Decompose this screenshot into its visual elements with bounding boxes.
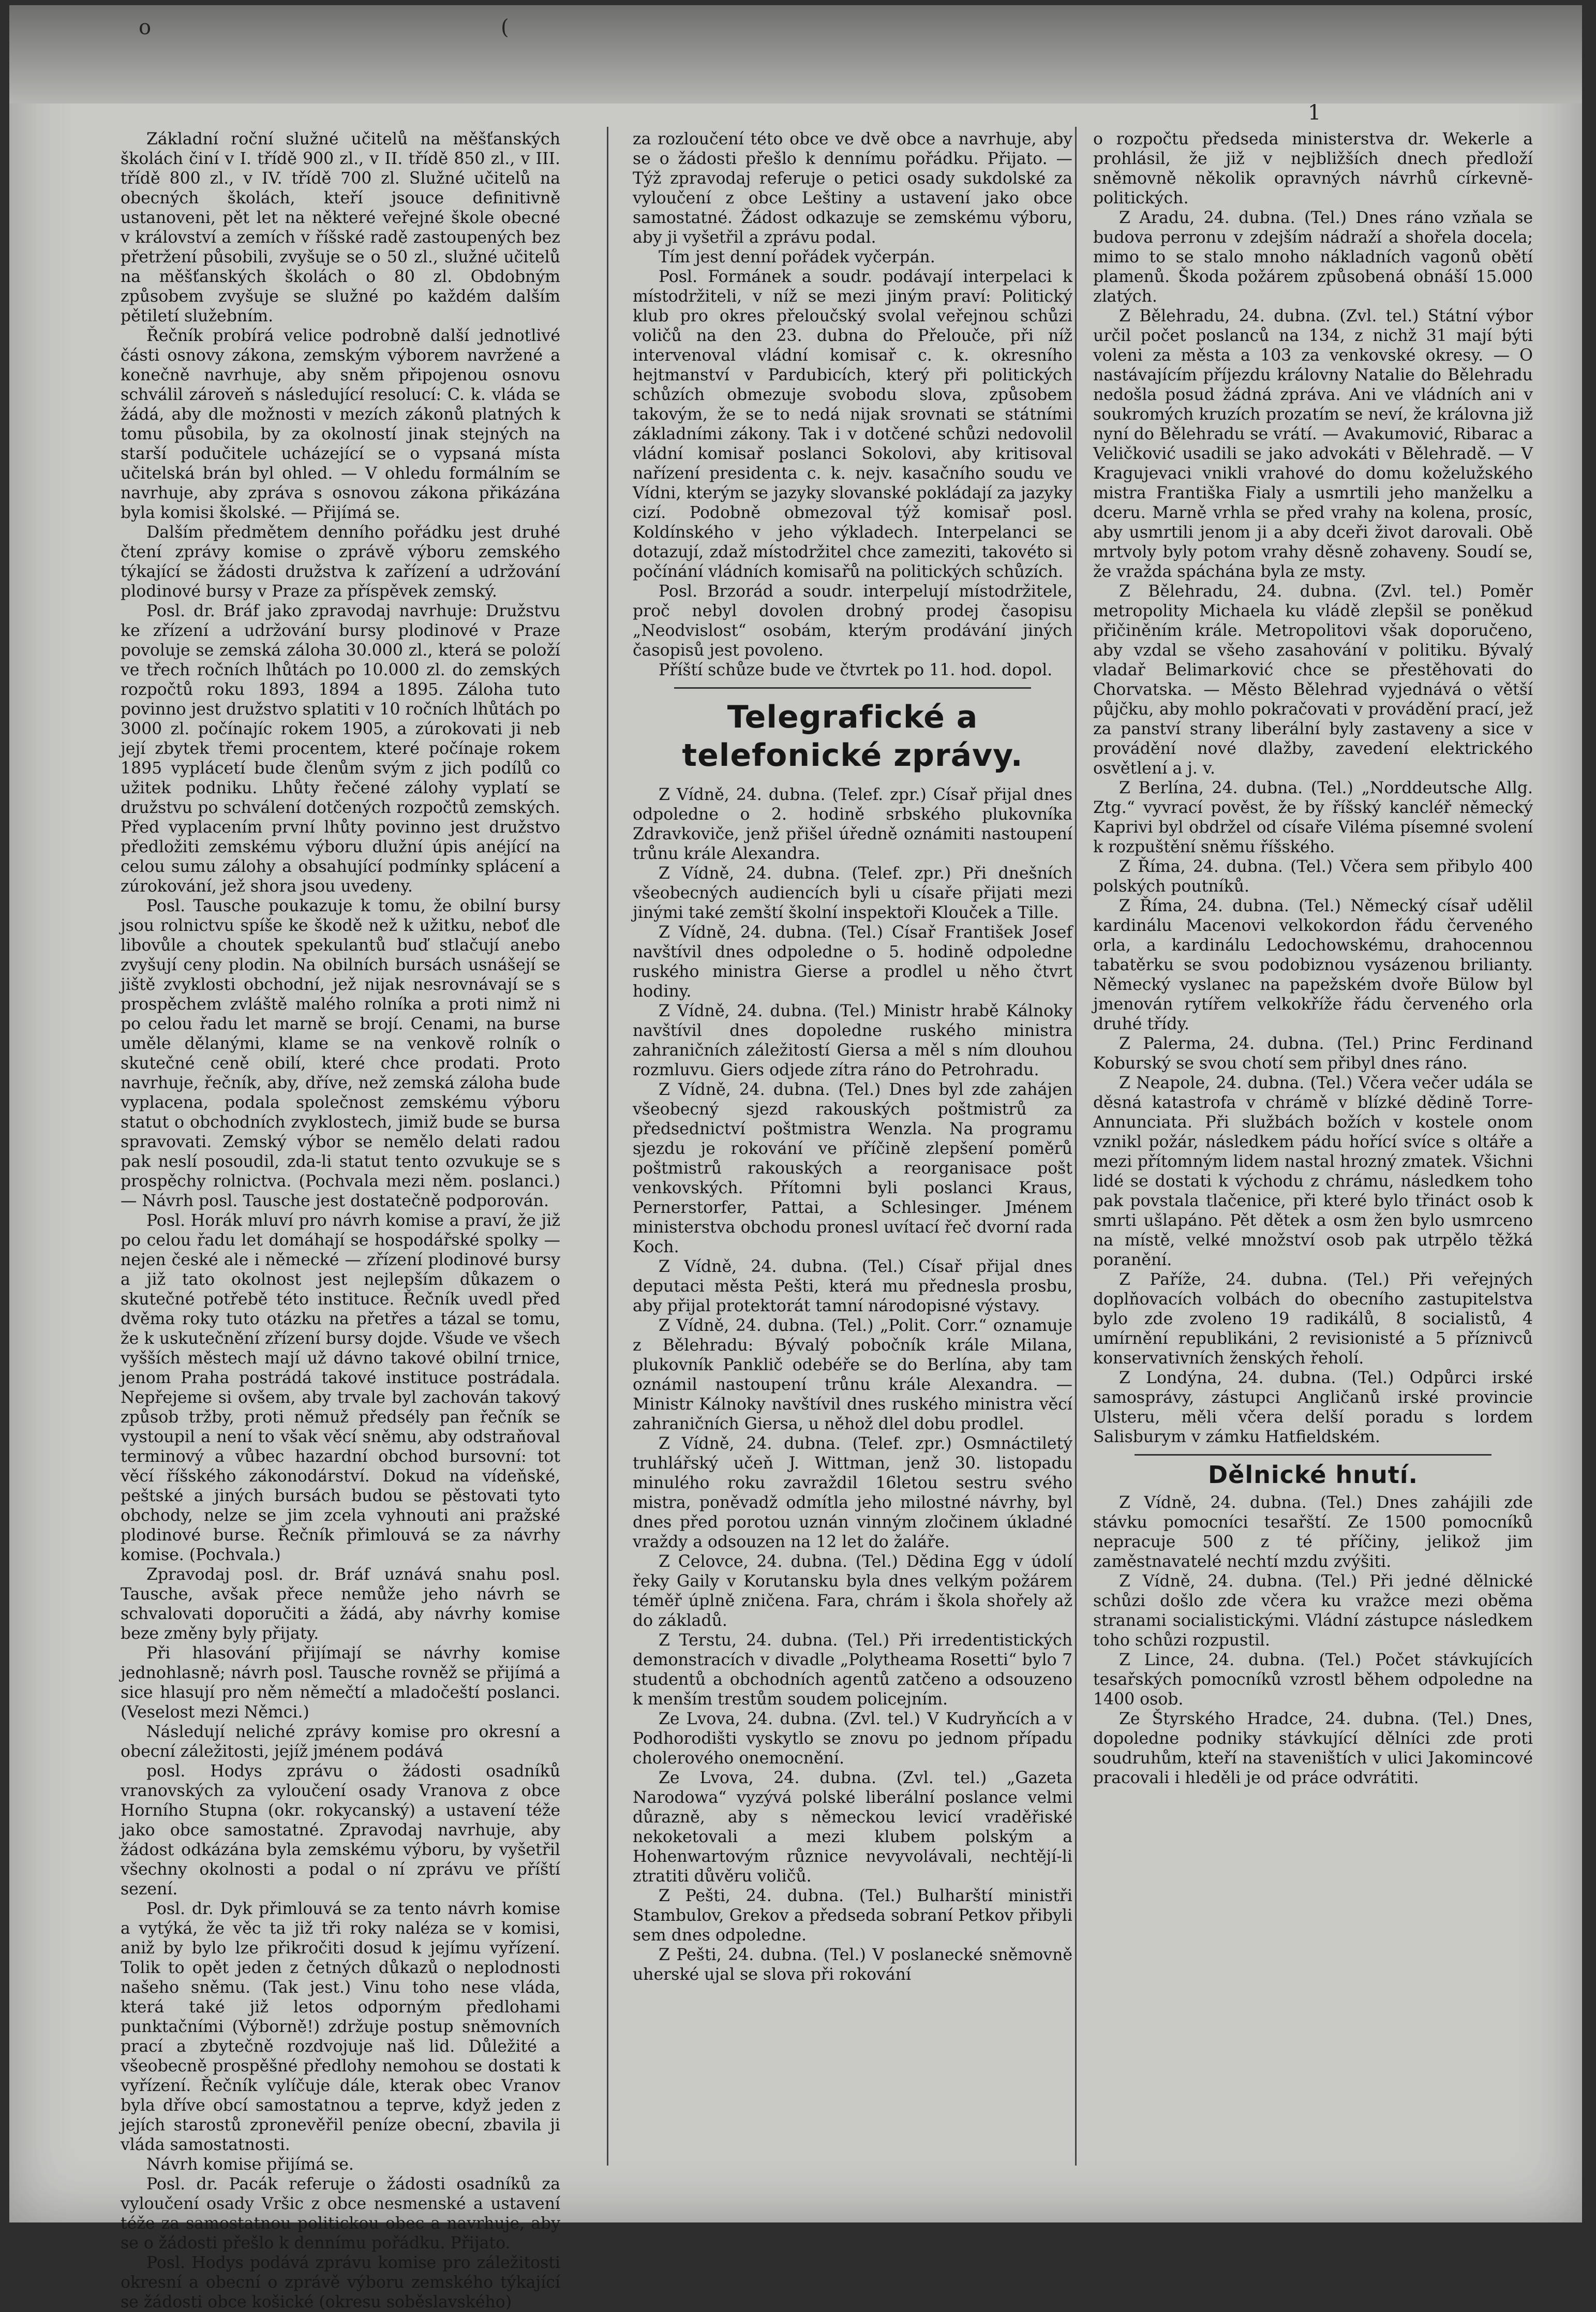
article-paragraph: Posl. Horák mluví pro návrh komise a praví, že již po celou řadu let domáhají se hospodářské spolky — nejen české ale i německé — zřízení plodinové bursy a již tato okolnost jest nejlepším důkazem o skutečné potřebě této instituce. Řečník uvedl před dvěma roky tuto otázku na přetřes a tázal se tomu, že k uskutečnění zřízení bursy dojde. Všude ve všech vyšších městech mají už dávno takové obilní trnice, jenom Praha postrádá takové instituce postrádala. Nepřejeme si ovšem, aby trvale byl zachován takový způsob tržby, proti němuž předsély pan řečník se vystoupil a není to však věcí sněmu, aby odstraňoval terminový a vůbec hazardní obchod bursovní: tot věcí říšského zákonodárství. Dokud na vídeňské, peštské a jiných bursách budou se pěstovati tyto obchody, nelze se jim zcela vyhnouti ani pražské plodinové burse. Řečník přimlouvá se za návrhy komise. (Pochvala.): [121, 1211, 560, 1564]
article-paragraph: Z Aradu, 24. dubna. (Tel.) Dnes ráno vzňala se budova perronu v zdejším nádraží a shořela docela; mimo to se stalo mnoho nákladních vagonů obětí plamenů. Škoda požárem způsobená obnáší 15.000 zlatých.: [1093, 209, 1533, 306]
column-2: [633, 129, 1072, 2178]
section-heading: Dělnické hnutí.: [1208, 1461, 1418, 1489]
article-paragraph: Z Vídně, 24. dubna. (Tel.) Dnes byl zde zahájen všeobecný sjezd rakouských poštmistrů za předsednictví poštmistra Wenzla. Na programu sjezdu je rokování ve příčině zlepšení poměrů poštmistrů rakouských a reorganisace pošt venkovských. Přítomni byli poslanci Kraus, Pernerstorfer, Pattai, a Schlesinger. Jménem ministerstva obchodu pronesl uvítací řeč dvorní rada Koch.: [633, 1080, 1072, 1256]
article-paragraph: Posl. Formánek a soudr. podávají interpelaci k místodržiteli, v níž se mezi jiným praví: Politický klub pro okres přeloučský svolal veřejnou schůzi voličů na den 23. dubna do Přelouče, při níž intervenoval vládní komisař c. k. okresního hejtmanství v Pardubicích, který při politických schůzích obmezuje svobodu slova, způsobem takovým, že se to nedá nijak srovnati se státními základními zákony. Tak i v dotčené schůzi nedovolil vládní komisař poslanci Sokolovi, aby kritisoval nařízení presidenta c. k. nejv. kasačního soudu ve Vídni, kterým se jazyky slovanské pokládají za jazyky cizí. Podobně obmezoval týž komisař posl. Koldínského v jeho výkladech. Interpelanci se dotazují, zdaž místodržitel chce zameziti, takovéto si počínání vládních komisařů na politických schůzích.: [633, 268, 1072, 581]
article-paragraph: Tím jest denní pořádek vyčerpán.: [659, 248, 935, 266]
page-mark-right: 1: [1308, 101, 1321, 125]
article-paragraph: Návrh komise přijímá se.: [146, 2155, 354, 2174]
article-paragraph: Z Vídně, 24. dubna. (Telef. zpr.) Osmnáctiletý truhlářský učeň J. Wittman, jenž 30. listopadu minulého roku zavraždil 16letou sestru svého mistra, poněvadž odmítla jeho milostné návrhy, byl dnes před porotou uznán vinným zločinem úkladné vraždy a odsouzen na 12 let do žaláře.: [633, 1434, 1072, 1551]
newspaper-page: [9, 5, 1582, 2311]
page-top-shadow: [9, 5, 1582, 103]
article-paragraph: Příští schůze bude ve čtvrtek po 11. hod. dopol.: [659, 661, 1053, 679]
column-3: [1093, 129, 1533, 2178]
article-paragraph: Z Palerma, 24. dubna. (Tel.) Princ Ferdinand Koburský se svou chotí sem přibyl dnes ráno.: [1093, 1034, 1533, 1073]
article-paragraph: Ze Lvova, 24. dubna. (Zvl. tel.) „Gazeta Narodowa“ vyzývá polské liberální poslance velmi důrazně, aby s německou levicí vraděřiské nekoketovali a mezi klubem polským a Hohenwartovým různice nevyvolávali, nechtějí-li ztratiti důvěru voličů.: [633, 1769, 1072, 1886]
article-paragraph: Posl. Tausche poukazuje k tomu, že obilní bursy jsou rolnictvu spíše ke škodě než k užitku, neboť dle libovůle a choutek spekulantů buď stlačují anebo zvyšují ceny plodin. Na obilních bursách usnášejí se jiště zvyklosti obchodní, jež nijak nesrovnávají se s prospěchem zvláště malého rolníka a proti nimž ni po celou řadu let marně se brojí. Cenami, na burse uměle dělanými, klame se na venkově rolník o skutečné ceně obilí, které chce prodati. Proto navrhuje, řečník, aby, dříve, než zemská záloha bude vyplacena, podala společnost zemskému výboru statut o obchodních zvyklostech, jimiž bude se bursa spravovati. Zemský výbor se nemělo delati radou pak neslí posoudil, zda-li statut tento ozvukuje se s prospěchy rolnictva. (Pochvala mezi něm. poslanci.) — Návrh posl. Tausche jest dostatečně podporován.: [121, 897, 560, 1210]
article-paragraph: Z Vídně, 24. dubna. (Tel.) Dnes zahájili zde stávku pomocníci tesařští. Ze 1500 pomocníků nepracuje 500 z té příčiny, jelikož jim zaměstnavatelé nechtí mzdu zvýšiti.: [1093, 1493, 1533, 1571]
section-heading: Telegrafické a telefonické zprávy.: [682, 699, 1023, 774]
article-paragraph: Z Bělehradu, 24. dubna. (Zvl. tel.) Poměr metropolity Michaela ku vládě zlepšil se poněkud přičiněním krále. Metropolitovi však doporučeno, aby vzdal se všeho zasahování v politiku. Bývalý vladař Belimarković chce se přestěhovati do Chorvatska. — Město Bělehrad vyjednává o větší půjčku, aby mohlo pokračovati v provádění prací, jež za panství strany liberální byly zastaveny a sice v provádění nové dlažby, zavedení elektrického osvětlení a j. v.: [1093, 582, 1533, 778]
article-paragraph: Posl. dr. Bráf jako zpravodaj navrhuje: Družstvu ke zřízení a udržování bursy plodinové v Praze povoluje se zemská záloha 30.000 zl., která se položí ve třech ročních lhůtách po 10.000 zl. do zemských rozpočtů roku 1893, 1894 a 1895. Záloha tuto povinno jest družstvo splatiti v 10 ročních lhůtách po 3000 zl. počínajíc rokem 1905, a zúrokovati ji neb její zbytek třemi procentem, které počínaje rokem 1895 vyplácetí bude členům svým z jich podílů co užitek podniku. Lhůty řečené zálohy vyplatí se družstvu po schválení dotčených rozpočtů zemských. Před vyplacením první lhůty povinno jest družstvo předložiti zemskému výboru dlužní úpis anéjící na celou sumu zálohy a obsahující podmínky splácení a zúrokování, jež shora jsou uvedeny.: [121, 602, 560, 896]
section-divider: [1135, 1454, 1491, 1456]
article-paragraph: Z Lince, 24. dubna. (Tel.) Počet stávkujících tesařských pomocníků vzrostl během odpoledne na 1400 osob.: [1093, 1651, 1533, 1709]
article-paragraph: Z Vídně, 24. dubna. (Telef. zpr.) Císař přijal dnes odpoledne o 2. hodině srbského plukovníka Zdravkoviče, jenž přišel úředně oznámiti nastoupení trůnu krále Alexandra.: [633, 786, 1072, 863]
article-paragraph: Ze Lvova, 24. dubna. (Zvl. tel.) V Kudryňcích a v Podhorodišti vyskytlo se znovu po jednom případu cholerového onemocnění.: [633, 1710, 1072, 1768]
article-paragraph: Z Vídně, 24. dubna. (Tel.) Císař František Josef navštívil dnes odpoledne o 5. hodině odpoledne ruského ministra Gierse a prodlel u něho čtvrt hodiny.: [633, 923, 1072, 1001]
article-paragraph: Posl. Brzorád a soudr. interpelují místodržitele, proč nebyl dovolen drobný prodej časopisu „Neodvislost“ osobám, kterým prodávání jiných časopisů jest povoleno.: [633, 582, 1072, 660]
column-1: [121, 129, 560, 2311]
article-paragraph: Z Vídně, 24. dubna. (Tel.) Císař přijal dnes deputaci města Pešti, která mu přednesla prosbu, aby přijal protektorát tamní národopisné výstavy.: [633, 1257, 1072, 1315]
article-paragraph: Z Neapole, 24. dubna. (Tel.) Včera večer udála se děsná katastrofa v chrámě v blízké dědině Torre-Annunciata. Při službách božích v kostele onom vznikl požár, následkem pádu hořící svíce s oltáře a mezi přítomným lidem nastal hrozný zmatek. Všichni lidé se dostati k východu z chrámu, následkem toho pak povstala tlačenice, při které bylo třináct osob k smrti ušlapáno. Pět dětek a osm žen bylo usmrceno na místě, velké množství osob pak utrpělo těžká poranění.: [1093, 1074, 1533, 1269]
article-paragraph: Řečník probírá velice podrobně další jednotlivé části osnovy zákona, zemským výborem navržené a konečně navrhuje, aby sněm připojenou osnovu schválil zároveň s následující resolucí: C. k. vláda se žádá, aby dle možnosti v mezích zákonů platných k tomu působila, by za okolností jinak stejných na starší podučitele ucházející se o vypsaná místa učitelská brán byl ohled. — V ohledu formálním se navrhuje, aby zpráva s osnovou zákona přikázána byla komisi školské. — Přijímá se.: [121, 327, 560, 522]
article-paragraph: Z Vídně, 24. dubna. (Tel.) „Polit. Corr.“ oznamuje z Bělehradu: Bývalý pobočník krále Milana, plukovník Panklič odebéře se do Berlína, aby tam oznámil nastoupení trůnu krále Alexandra. — Ministr Kálnoky navštívil dnes ruského ministra věcí zahraničních Giersa, u něhož dlel dobu prodlel.: [633, 1316, 1072, 1433]
article-paragraph: Z Terstu, 24. dubna. (Tel.) Při irredentistických demonstracích v divadle „Polytheama Rosetti“ bylo 7 studentů a obchodních agentů zatčeno a odsouzeno k menším trestům soudem policejním.: [633, 1631, 1072, 1709]
article-paragraph: za rozloučení této obce ve dvě obce a navrhuje, aby se o žádosti přešlo k dennímu pořádku. Přijato. — Týž zpravodaj referuje o petici osady sukdolské za vyloučení z obce Leštiny a ustavení jako obce samostatné. Žádost odkazuje se zemskému výboru, aby ji vyšetřil a zprávu podal.: [633, 130, 1072, 247]
article-paragraph: Posl. dr. Pacák referuje o žádosti osadníků za vyloučení osady Vršic z obce nesmenské a ustavení téže za samostatnou politickou obec a navrhuje, aby se o žádosti přešlo k dennímu pořádku. Přijato.: [121, 2175, 560, 2252]
article-paragraph: Z Londýna, 24. dubna. (Tel.) Odpůrci irské samosprávy, zástupci Angličanů irské provincie Ulsteru, měli včera delší poradu s lordem Salisburym v zámku Hatfieldském.: [1093, 1369, 1533, 1446]
article-paragraph: Dalším předmětem denního pořádku jest druhé čtení zprávy komise o zprávě výboru zemského týkající se žádosti družstva k zařízení a udržování plodinové bursy v Praze za příspěvek zemský.: [121, 523, 560, 601]
article-paragraph: Z Celovce, 24. dubna. (Tel.) Dědina Egg v údolí řeky Gaily v Korutansku byla dnes velkým požárem téměř úplně zničena. Fara, chrám i škola shořely až do základů.: [633, 1552, 1072, 1630]
page-mark-left: o: [139, 16, 152, 39]
article-paragraph: Posl. Hodys podává zprávu komise pro záležitosti okresní a obecní o zprávě výboru zemského týkající se žádosti obce košické (okresu soběslavského): [121, 2254, 560, 2311]
column-rule: [1075, 127, 1077, 2166]
section-divider: [674, 687, 1031, 689]
article-paragraph: Základní roční služné učitelů na měšťanských školách činí v I. třídě 900 zl., v II. třídě 850 zl., v III. třídě 800 zl., v IV. třídě 700 zl. Služné učitelů na obecných školách, kteří jsouce definitivně ustanoveni, pět let na některé veřejné škole obecné v království a zemích v říšské radě zastoupených bez přetržení působili, zvyšuje se o 50 zl., služné učitelů na měšťanských školách o 80 zl. Obdobným způsobem zvyšuje se služné po každém dalším pětiletí služebním.: [121, 130, 560, 325]
article-paragraph: Z Pešti, 24. dubna. (Tel.) V poslanecké sněmovně uherské ujal se slova při rokování: [633, 1946, 1072, 1984]
article-paragraph: Při hlasování přijímají se návrhy komise jednohlasně; návrh posl. Tausche rovněž se přijímá a sice hlasují pro něm němečtí a mladočeští poslanci. (Veselost mezi Němci.): [121, 1644, 560, 1722]
article-paragraph: o rozpočtu předseda ministerstva dr. Wekerle a prohlásil, že již v nejbližších dnech předloží sněmovně několik opravných návrhů církevně-politických.: [1093, 130, 1533, 208]
article-paragraph: Ze Štyrského Hradce, 24. dubna. (Tel.) Dnes, dopoledne podniky stávkující dělníci zde proti soudruhům, kteří na staveništích v ulici Jakomincové pracovali i hleděli je od práce odvrátiti.: [1093, 1710, 1533, 1787]
article-paragraph: Z Říma, 24. dubna. (Tel.) Včera sem přibylo 400 polských poutníků.: [1093, 857, 1533, 896]
article-paragraph: Posl. dr. Dyk přimlouvá se za tento návrh komise a vytýká, že věc ta již tři roky naléza se v komisi, aniž by bylo lze přikročiti dosud k jejímu vyřízení. Tolik to opět jeden z četných důkazů o neplodnosti našeho sněmu. (Tak jest.) Vinu toho nese vláda, která také již letos odporným předlohami punktačními (Výborně!) zdržuje postup sněmovních prací a zbytečně rozdvojuje naš lid. Důležité a všeobecně prospěšné předlohy nemohou se dostati k vyřízení. Řečník vylíčuje dále, kterak obec Vranov byla dříve obcí samostatnou a teprve, když jeden z jejích starostů zpronevěřil peníze obecní, zbavila ji vláda samostatnosti.: [121, 1900, 560, 2154]
article-paragraph: Z Paříže, 24. dubna. (Tel.) Při veřejných doplňovacích volbách do obecního zastupitelstva bylo zde zvoleno 19 radikálů, 8 socialistů, 4 umírnění republikáni, 2 revisionisté a 5 příznivců konservativních ženských řeholí.: [1093, 1270, 1533, 1368]
article-paragraph: Zpravodaj posl. dr. Bráf uznává snahu posl. Tausche, avšak přece nemůže jeho návrh se schvalovati doporučiti a žádá, aby návrhy komise beze změny byly přijaty.: [121, 1565, 560, 1643]
page-mark-center: (: [501, 16, 509, 39]
column-rule: [607, 127, 608, 2166]
article-paragraph: Z Vídně, 24. dubna. (Tel.) Při jedné dělnické schůzi došlo zde včera ku vražce mezi oběma stranami socialistickými. Vládní zástupce následkem toho schůzi rozpustil.: [1093, 1572, 1533, 1650]
article-paragraph: Z Bělehradu, 24. dubna. (Zvl. tel.) Státní výbor určil počet poslanců na 134, z nichž 31 mají býti voleni za města a 103 za venkovské okresy. — O nastávajícím příjezdu královny Natalie do Bělehradu nedošla posud žádná zpráva. Ani ve vládních ani v soukromých kruzích prozatím se neví, že královna již nyní do Bělehradu se vrátí. — Avakumović, Ribarac a Veličković usadili se jako advokáti v Bělehradě. — V Kragujevaci vnikli vrahové do domu koželužského mistra Františka Fialy a usmrtili jeho manželku a dceru. Marně vrhla se před vrahy na kolena, prosíc, aby usmrtili jenom ji a aby dceři život darovali. Obě mrtvoly byly potom vrahy děsně zohaveny. Soudí se, že vražda spáchána byla ze msty.: [1093, 307, 1533, 581]
article-paragraph: Z Pešti, 24. dubna. (Tel.) Bulharští ministři Stambulov, Grekov a předseda sobraní Petkov přibyli sem dnes odpoledne.: [633, 1887, 1072, 1945]
article-paragraph: Z Vídně, 24. dubna. (Telef. zpr.) Při dnešních všeobecných audiencích byli u císaře přijati mezi jinými také zemští školní inspektoři Klouček a Tille.: [633, 864, 1072, 922]
article-paragraph: posl. Hodys zprávu o žádosti osadníků vranovských za vyloučení osady Vranova z obce Horního Stupna (okr. rokycanský) a ustavení téže jako obce samostatné. Zpravodaj navrhuje, aby žádost odkázána byla zemskému výboru, by vyšetřil všechny okolnosti a podal o ní zprávu ve příští sezení.: [121, 1762, 560, 1899]
article-paragraph: Z Berlína, 24. dubna. (Tel.) „Norddeutsche Allg. Ztg.“ vyvrací pověst, že by říšský kancléř německý Kaprivi byl obdržel od císaře Viléma písemné svolení k rozpuštění sněmu říšského.: [1093, 779, 1533, 856]
article-paragraph: Z Vídně, 24. dubna. (Tel.) Ministr hrabě Kálnoky navštívil dnes dopoledne ruského ministra zahraničních záležitostí Giersa a měl s ním dlouhou rozmluvu. Giers odjede zítra ráno do Petrohradu.: [633, 1002, 1072, 1079]
article-paragraph: Následují neliché zprávy komise pro okresní a obecní záležitosti, jejíž jménem podává: [121, 1723, 560, 1761]
article-paragraph: Z Říma, 24. dubna. (Tel.) Německý císař udělil kardinálu Macenovi velkokordon řádu červeného orla, a kardinálu Ledochowskému, drahocennou tabatěrku se svou podobiznou vysázenou brilianty. Německý vyslanec na papežském dvoře Bülow byl jmenován rytířem velkokříže řádu červeného orla druhé třídy.: [1093, 897, 1533, 1033]
